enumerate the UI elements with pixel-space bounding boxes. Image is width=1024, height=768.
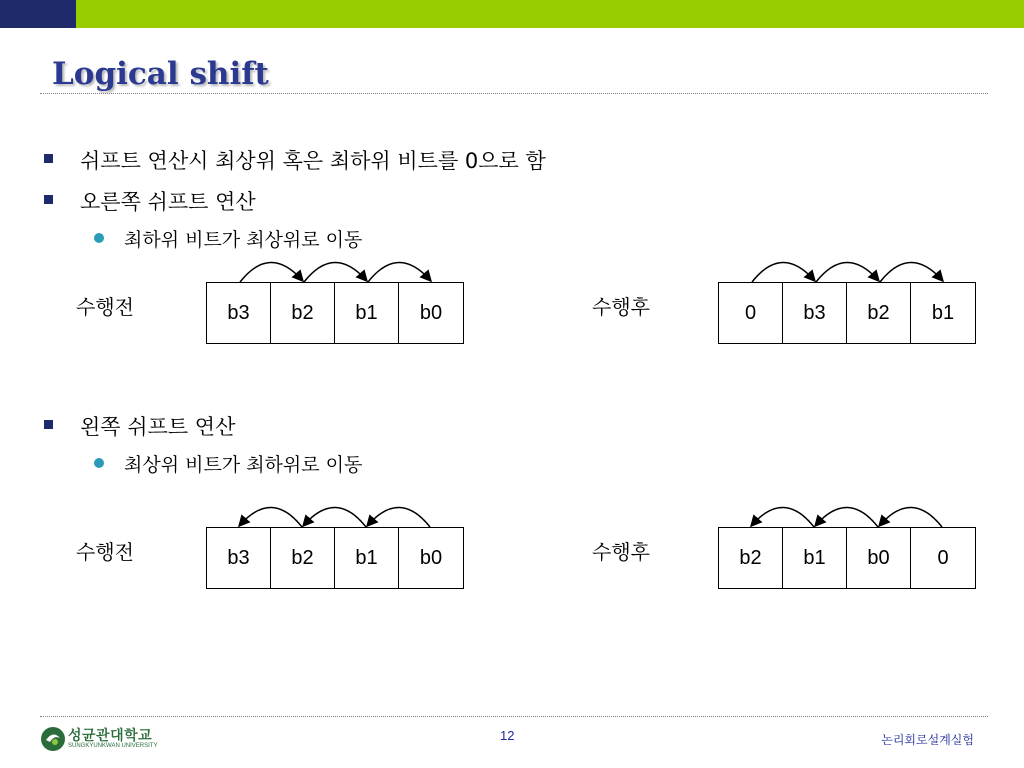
title-divider	[40, 93, 988, 94]
right-after-label: 수행후	[592, 295, 650, 319]
bit-cell: b1	[335, 528, 399, 588]
bit-cell: b2	[271, 283, 335, 343]
square-bullet-icon	[44, 154, 53, 163]
bit-cell: b0	[419, 546, 443, 569]
bit-cell: b3	[207, 283, 271, 343]
left-after-register	[718, 527, 976, 589]
left-before-label: 수행전	[76, 540, 134, 564]
right-after-register	[718, 282, 976, 344]
bit-cell: b1	[335, 283, 399, 343]
bit-cell: b1	[783, 528, 847, 588]
bit-cell: b2	[847, 283, 911, 343]
university-emblem-icon	[40, 726, 66, 752]
right-before-label: 수행전	[76, 295, 134, 319]
logo-english-text: SUNGKYUNKWAN UNIVERSITY	[68, 743, 158, 749]
header-bar-green	[76, 0, 1024, 28]
bullet-right-shift: 오른쪽 쉬프트 연산	[80, 190, 256, 214]
university-logo	[40, 726, 157, 752]
right-before-register	[206, 282, 464, 344]
left-shift-arrows-icon	[230, 495, 450, 535]
left-shift-arrows-icon	[742, 495, 962, 535]
right-shift-arrows-icon	[742, 250, 962, 290]
bit-cell: b3	[207, 528, 271, 588]
square-bullet-icon	[44, 420, 53, 429]
square-bullet-icon	[44, 195, 53, 204]
slide-title: Logical shift	[52, 56, 269, 92]
bullet-zero-fill: 쉬프트 연산시 최상위 혹은 최하위 비트를 0으로 함	[80, 149, 546, 173]
round-bullet-icon	[94, 233, 104, 243]
bit-cell: b2	[719, 528, 783, 588]
bit-cell: b1	[931, 301, 955, 324]
page-number: 12	[500, 728, 515, 743]
bit-cell: b2	[271, 528, 335, 588]
bit-cell: b0	[847, 528, 911, 588]
header-bar-navy	[0, 0, 76, 28]
left-after-label: 수행후	[592, 540, 650, 564]
bit-cell: b0	[419, 301, 443, 324]
footer-divider	[40, 716, 988, 717]
bit-cell: 0	[937, 546, 949, 569]
left-before-register	[206, 527, 464, 589]
bullet-right-shift-desc: 최하위 비트가 최상위로 이동	[124, 229, 363, 251]
bit-cell: b3	[783, 283, 847, 343]
course-name: 논리회로설계실험	[881, 733, 974, 747]
logo-korean-text: 성균관대학교	[68, 728, 153, 744]
round-bullet-icon	[94, 458, 104, 468]
bullet-left-shift: 왼쪽 쉬프트 연산	[80, 415, 236, 439]
bullet-left-shift-desc: 최상위 비트가 최하위로 이동	[124, 454, 363, 476]
right-shift-arrows-icon	[230, 250, 450, 290]
bit-cell: 0	[719, 283, 783, 343]
